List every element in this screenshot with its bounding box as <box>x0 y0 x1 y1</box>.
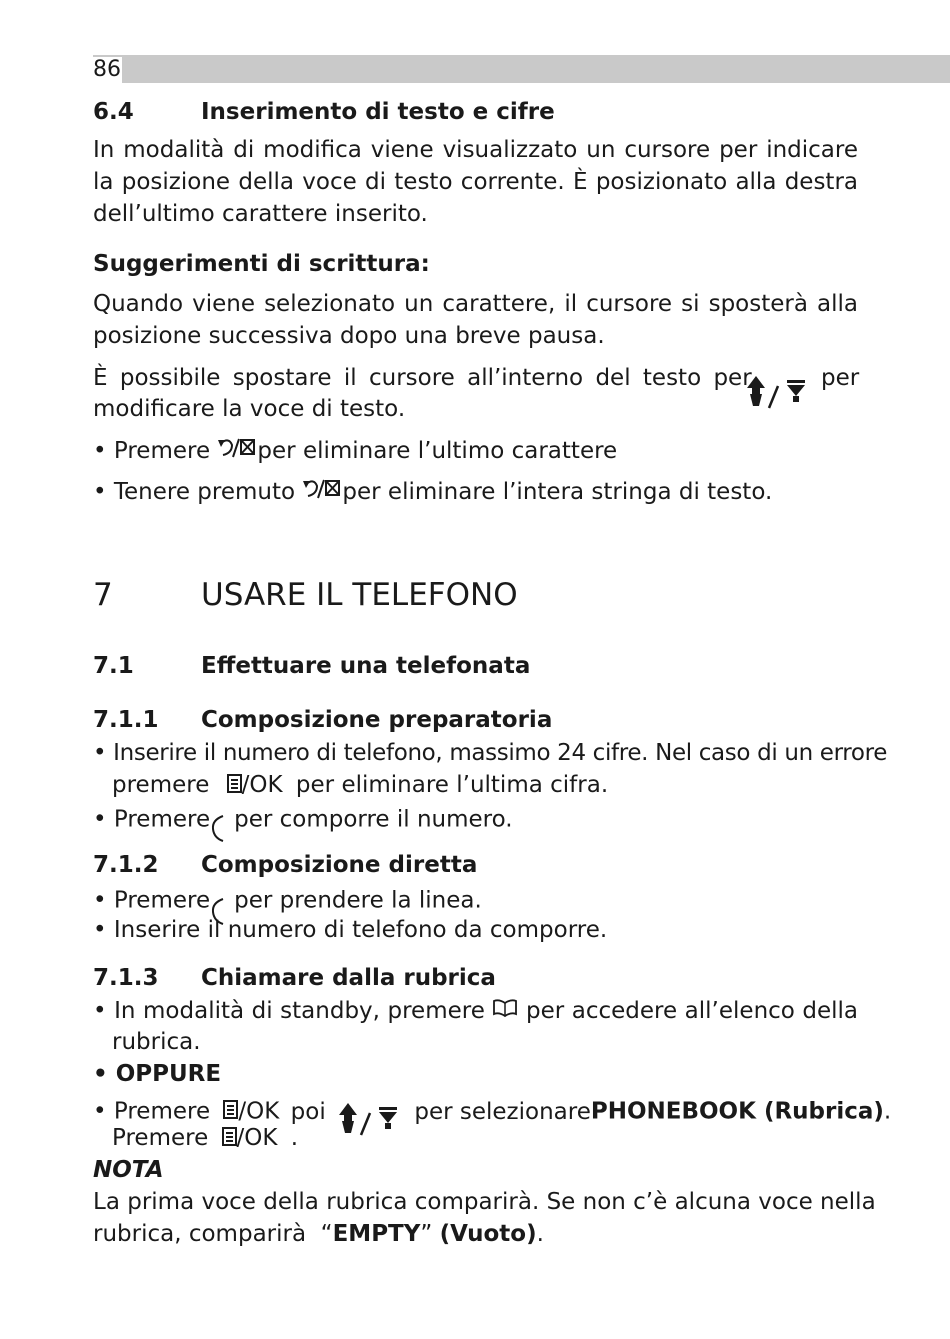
bullet-enter-dial-number: • Inserire il numero di telefono da comporre. <box>93 917 608 943</box>
para-1-line-2: la posizione della voce di testo corrente. È posizionato alla destra <box>93 169 858 195</box>
header-bar <box>93 55 950 83</box>
back-delete-icon <box>302 478 342 508</box>
back-delete-icon <box>217 437 257 467</box>
section-7-1-1-heading: 7.1.1 Composizione preparatoria <box>93 707 553 733</box>
page-number: 86 <box>93 57 121 82</box>
section-7-1-heading: 7.1 Effettuare una telefonata <box>93 653 531 679</box>
section-6-4-heading: 6.4 Inserimento di testo e cifre <box>93 99 555 125</box>
section-7-1-3-heading: 7.1.3 Chiamare dalla rubrica <box>93 965 496 991</box>
menu-ok-icon <box>222 1124 237 1154</box>
bullet-standby-line-1: • In modalità di standby, premere per accedere all’elenco della <box>93 995 858 1028</box>
para-3-line-1: È possibile spostare il cursore all’interno del testo per <box>93 365 752 391</box>
nota-line-2: rubrica, comparirà “EMPTY” (Vuoto). <box>93 1221 544 1247</box>
phonebook-icon <box>492 996 518 1028</box>
para-1-line-3: dell’ultimo carattere inserito. <box>93 201 428 227</box>
bullet-take-line: • Premere per prendere la linea. <box>93 883 482 919</box>
call-icon <box>210 814 234 850</box>
para-3-line-2: modificare la voce di testo. <box>93 396 406 422</box>
para-2-line-2: posizione successiva dopo una breve pausa. <box>93 323 605 349</box>
bullet-standby-line-2: rubrica. <box>112 1029 201 1055</box>
bullet-delete-all: • Tenere premuto per eliminare l’intera stringa di testo. <box>93 477 772 508</box>
up-down-arrows-icon <box>337 1101 399 1143</box>
chapter-7-heading: 7 USARE IL TELEFONO <box>93 577 518 613</box>
bullet-select-phonebook: • Premere /OK poi per selezionarePHONEBOOK (Rubrica). <box>93 1091 891 1133</box>
nota-line-1: La prima voce della rubrica comparirà. Se non c’è alcuna voce nella <box>93 1189 876 1215</box>
bullet-delete-last: • Premere per eliminare l’ultimo carattere <box>93 436 617 467</box>
menu-ok-icon <box>227 771 242 801</box>
para-2-line-1: Quando viene selezionato un carattere, il cursore si sposterà alla <box>93 291 858 317</box>
para-1-line-1: In modalità di modifica viene visualizzato un cursore per indicare <box>93 137 858 163</box>
bullet-enter-number-cont: premere /OK per eliminare l’ultima cifra. <box>112 770 608 801</box>
bullet-dial: • Premere per comporre il numero. <box>93 802 513 838</box>
oppure-label: • OPPURE <box>93 1061 222 1087</box>
section-7-1-2-heading: 7.1.2 Composizione diretta <box>93 852 478 878</box>
para-3-per: per <box>821 365 860 391</box>
nota-label: NOTA <box>93 1157 164 1183</box>
tips-heading: Suggerimenti di scrittura: <box>93 251 430 277</box>
bullet-select-phonebook-cont: Premere /OK . <box>112 1123 298 1154</box>
up-down-arrows-icon <box>745 374 807 414</box>
bullet-enter-number: • Inserire il numero di telefono, massimo 24 cifre. Nel caso di un errore <box>93 740 887 766</box>
